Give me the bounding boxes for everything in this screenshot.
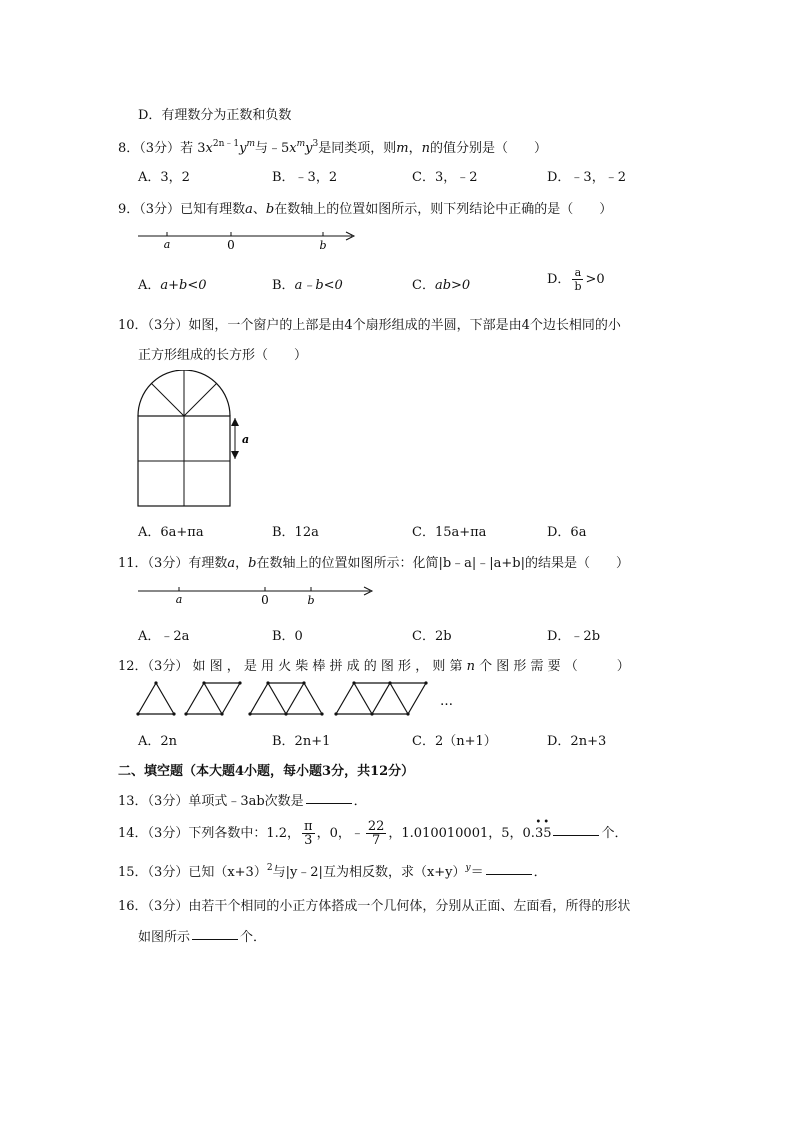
q11-axis-a: a: [175, 593, 183, 606]
q9-a-text: a+b<0: [160, 278, 207, 293]
q8-option-c[interactable]: C．3，﹣2: [412, 170, 478, 185]
q16-number: 16．: [118, 899, 148, 914]
q11-points: （3分）: [147, 556, 189, 571]
q14-mid2: ，1.010010001，5，0.: [388, 826, 535, 841]
q13-number: 13．: [118, 794, 148, 809]
question-16-line-2: [138, 926, 266, 945]
q12-points: （3分）: [147, 659, 189, 674]
q15-text-3: ＝: [470, 865, 484, 880]
q11-option-b[interactable]: B．0: [272, 629, 303, 644]
q16-points: （3分）: [147, 899, 189, 914]
q16-text-1: 由若干个相同的小正方体搭成一个几何体，分别从正面、左面看，所得的形状: [188, 899, 631, 914]
q8-coef: 3: [197, 141, 206, 156]
q11-axis-b: b: [307, 594, 315, 607]
q14-mid1: ，0，: [316, 826, 351, 841]
q14-answer-blank[interactable]: [553, 834, 599, 836]
q8-m1: m: [246, 139, 255, 149]
question-8: [118, 136, 547, 156]
question-11: [118, 552, 629, 571]
q16-text-2: 如图所示: [138, 930, 191, 945]
q14-frac1-num: π: [304, 819, 313, 834]
q9-option-a[interactable]: [138, 274, 207, 293]
q12-option-b[interactable]: B．2n+1: [272, 734, 331, 749]
q11-b: b: [248, 556, 257, 571]
q13-answer-blank[interactable]: [306, 802, 352, 804]
q9-number: 9．: [118, 202, 140, 217]
q9-d-den: b: [574, 280, 582, 293]
q10-option-b[interactable]: B．12a: [272, 525, 319, 540]
q10-points: （3分）: [147, 318, 189, 333]
q10-window-figure: [136, 370, 256, 510]
q13-points: （3分）: [147, 794, 189, 809]
question-12: [118, 655, 630, 674]
q8-x2: x: [289, 141, 297, 156]
q9-points: （3分）: [139, 202, 181, 217]
q14-end: 个．: [601, 826, 628, 841]
q15-exp2: y: [465, 863, 471, 873]
q8-exp1: 2n﹣1: [212, 139, 240, 149]
q10-dimension-label: a: [242, 433, 250, 446]
q7-option-d: D．有理数分为正数和负数: [138, 108, 292, 123]
q14-points: （3分）: [147, 826, 189, 841]
q8-mid: 与﹣5: [255, 141, 290, 156]
q9-axis-a: a: [163, 238, 171, 251]
q12-option-c[interactable]: C．2（n+1）: [412, 734, 497, 749]
q9-c-prefix: C．: [412, 278, 435, 293]
q11-number-line: [136, 582, 378, 608]
q14-repeat-digits: 35: [534, 826, 552, 841]
q11-a: a: [227, 556, 236, 571]
q10-text-1: 如图，一个窗户的上部是由4个扇形组成的半圆，下部是由4个边长相同的小: [188, 318, 621, 333]
q11-option-d[interactable]: D．﹣2b: [547, 629, 601, 644]
q8-comma: ，: [408, 141, 422, 156]
q8-pre: 若: [180, 141, 194, 156]
q10-option-d[interactable]: D．6a: [547, 525, 587, 540]
q9-a: a: [245, 202, 253, 217]
q10-option-c[interactable]: C．15a+πa: [412, 525, 487, 540]
q9-text-pre: 已知有理数: [180, 202, 246, 217]
q12-text-2: 个 图 形 需 要 （ ）: [479, 659, 630, 674]
q12-ellipsis: …: [440, 694, 453, 709]
q11-comma: ，: [235, 556, 249, 571]
q8-m: m: [396, 141, 409, 156]
question-10-line-1: [118, 314, 621, 333]
q12-text: 如 图 ， 是 用 火 柴 棒 拼 成 的 图 形 ， 则 第: [192, 659, 463, 674]
q11-axis-0: 0: [261, 593, 269, 607]
q15-answer-blank[interactable]: [486, 873, 532, 875]
q8-number: 8．: [118, 141, 140, 156]
q14-repeat-dots: ••: [535, 817, 552, 828]
q9-option-c[interactable]: [412, 274, 470, 293]
question-14: [118, 817, 628, 848]
q9-number-line: [136, 226, 362, 252]
q10-option-a[interactable]: A．6a+πa: [138, 525, 204, 540]
q11-text-2: 在数轴上的位置如图所示：化简|b﹣a|﹣|a+b|的结果是（ ）: [256, 556, 630, 571]
q15-end: ．: [533, 865, 547, 880]
q8-y2: y: [305, 141, 313, 156]
q9-sep: 、: [252, 202, 266, 217]
q9-b-prefix: B．: [272, 278, 295, 293]
q9-axis-b: b: [319, 239, 327, 252]
q9-d-num: a: [572, 266, 583, 280]
q8-exp2: 3: [312, 139, 319, 149]
q9-b: b: [265, 202, 275, 217]
q8-x1: x: [205, 141, 213, 156]
q14-frac1-den: 3: [304, 833, 313, 848]
q9-b-text: a﹣b<0: [294, 278, 343, 293]
question-16-line-1: [118, 895, 630, 914]
question-13: [118, 790, 367, 809]
q11-number: 11．: [118, 556, 148, 571]
q8-m2: m: [296, 139, 306, 149]
q8-y1: y: [239, 141, 247, 156]
q9-c-text: ab>0: [434, 278, 471, 293]
q16-end: 个．: [240, 930, 267, 945]
q15-number: 15．: [118, 865, 148, 880]
q14-frac2-sign: ﹣: [350, 826, 364, 841]
q9-text-post: 在数轴上的位置如图所示，则下列结论中正确的是（ ）: [274, 202, 613, 217]
q14-repeating-decimal: [534, 817, 552, 841]
q8-option-a[interactable]: A．3，2: [138, 170, 190, 185]
q14-frac2-den: 7: [371, 833, 381, 848]
q14-number: 14．: [118, 826, 148, 841]
q12-option-d[interactable]: D．2n+3: [547, 734, 607, 749]
q13-end: ．: [353, 794, 367, 809]
q8-points: （3分）: [139, 141, 181, 156]
q15-text-1: 已知（x+3）: [188, 865, 267, 880]
q12-number: 12．: [118, 659, 148, 674]
q8-n: n: [421, 141, 430, 156]
q13-text: 单项式﹣3ab次数是: [188, 794, 304, 809]
q9-d-prefix: D．: [547, 272, 571, 287]
q14-frac2-num: 22: [367, 819, 385, 834]
q8-post2: 的值分别是（ ）: [430, 141, 548, 156]
q15-text-2: 与|y﹣2|互为相反数，求（x+y）: [272, 865, 466, 880]
question-10-line-2: 正方形组成的长方形（ ）: [138, 348, 308, 363]
q12-n: n: [466, 659, 475, 674]
question-15: [118, 861, 547, 880]
q11-text-1: 有理数: [188, 556, 228, 571]
q9-d-post: >0: [585, 272, 605, 287]
q10-number: 10．: [118, 318, 148, 333]
q12-option-a[interactable]: A．2n: [138, 734, 178, 749]
q9-option-b[interactable]: [272, 274, 343, 293]
question-9: [118, 198, 612, 217]
q11-option-a[interactable]: A．﹣2a: [138, 629, 190, 644]
q8-option-d[interactable]: D．﹣3，﹣2: [547, 170, 626, 185]
section-2-heading: 二、填空题（本大题4小题，每小题3分，共12分）: [118, 764, 415, 779]
q11-option-c[interactable]: C．2b: [412, 629, 452, 644]
q9-a-prefix: A．: [138, 278, 161, 293]
q8-post1: 是同类项，则: [318, 141, 397, 156]
q16-answer-blank[interactable]: [192, 938, 238, 940]
q9-axis-0: 0: [227, 238, 235, 252]
q12-matchstick-figures: [134, 679, 464, 719]
q8-option-b[interactable]: B．﹣3，2: [272, 170, 338, 185]
q9-option-d[interactable]: [547, 266, 605, 293]
q15-points: （3分）: [147, 865, 189, 880]
q14-text: 下列各数中：1.2，: [188, 826, 301, 841]
q15-exp: 2: [266, 863, 273, 873]
